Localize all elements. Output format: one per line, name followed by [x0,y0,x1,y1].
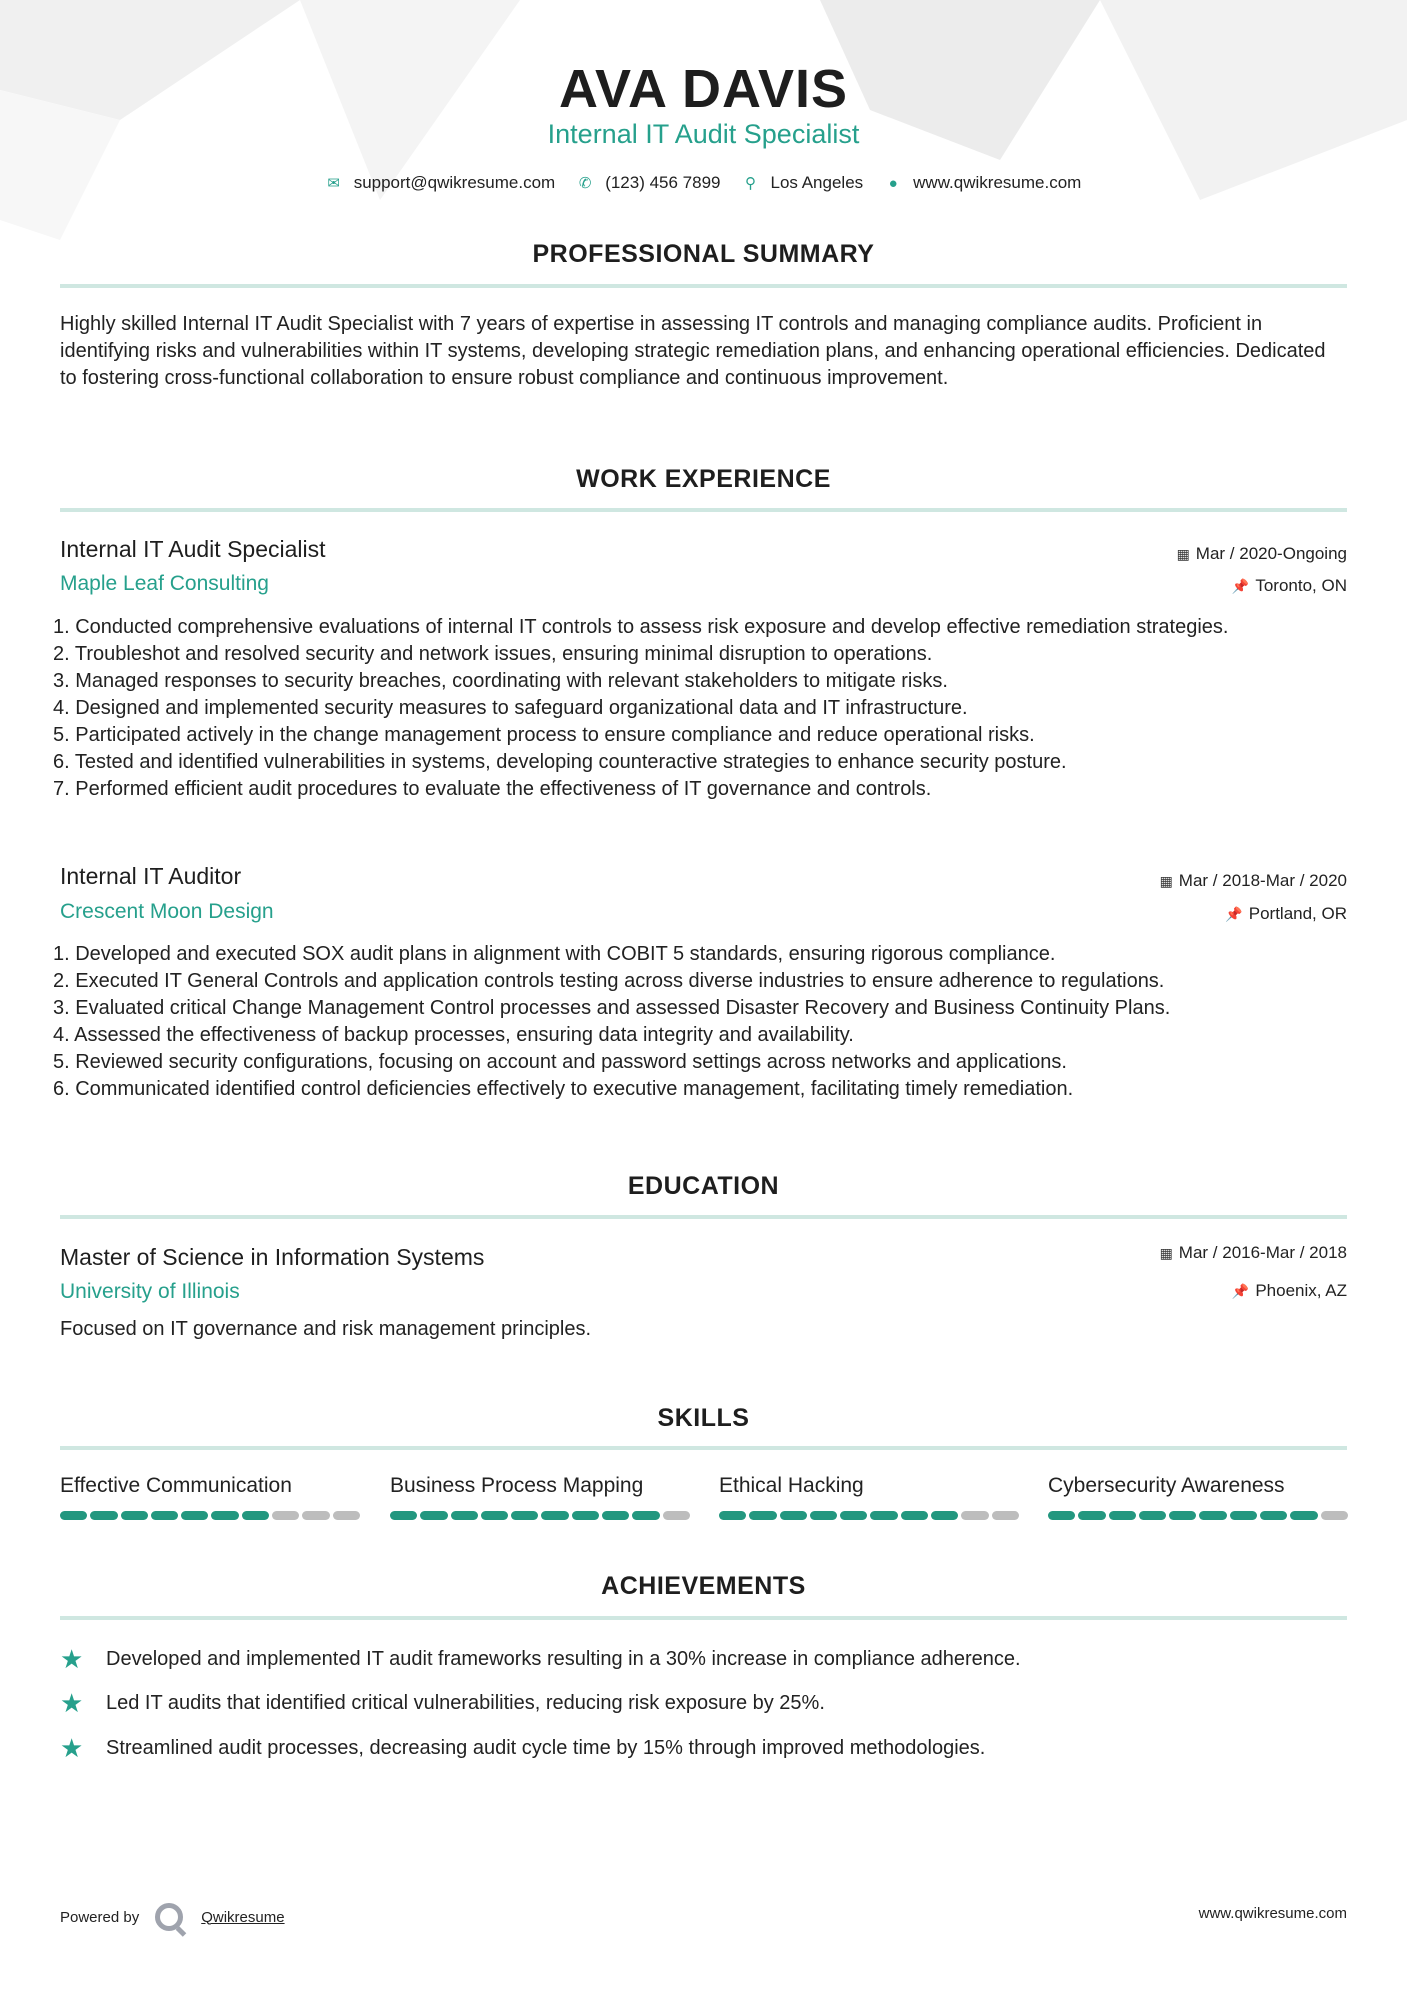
skill-level-segment [451,1511,478,1520]
skill-level-segment [1260,1511,1287,1520]
skill-level-segment [302,1511,329,1520]
footer-powered-by [60,1903,285,1931]
section-divider [60,284,1347,288]
skill-level-segment [60,1511,87,1520]
skill-level-segment [1048,1511,1075,1520]
skill-level-segment [481,1511,508,1520]
calendar-icon: ▦ [1159,1245,1173,1261]
job-location [1225,904,1347,924]
candidate-title: Internal IT Audit Specialist [547,119,860,149]
list-item: 5. Participated actively in the change management process to ensure compliance and reduce operational risks. [53,724,1035,746]
education-dates-text: Mar / 2016-Mar / 2018 [1178,1243,1347,1262]
skill-level-bar [390,1511,690,1520]
list-item: 6. Communicated identified control deficiencies effectively to executive management, facilitating timely remediation. [53,1078,1074,1100]
job-bullets [53,941,1347,1103]
skill-level-segment [632,1511,659,1520]
section-heading-achievements: ACHIEVEMENTS [601,1572,806,1600]
list-item: 4. Assessed the effectiveness of backup processes, ensuring data integrity and availability. [53,1024,854,1046]
achievement-item [60,1644,1021,1675]
job-location-text: Portland, OR [1248,904,1347,923]
skill-label: Ethical Hacking [719,1474,864,1497]
job-dates [1177,544,1347,564]
section-divider [60,1215,1347,1219]
skill-level-segment [1199,1511,1226,1520]
section-divider [60,1446,1347,1450]
skill-item [60,1474,360,1520]
skill-level-bar [1048,1511,1348,1520]
education-dates [1160,1243,1347,1263]
section-heading-education: EDUCATION [627,1172,780,1200]
contact-email[interactable]: support@qwikresume.com [353,173,556,192]
skill-level-bar [719,1511,1019,1520]
skill-level-segment [810,1511,837,1520]
skill-item [719,1474,1019,1520]
job-location [1232,576,1347,596]
skill-level-segment [420,1511,447,1520]
skill-level-segment [931,1511,958,1520]
powered-by-label: Powered by [60,1908,140,1926]
skill-level-segment [541,1511,568,1520]
pushpin-icon: 📌 [1231,578,1250,594]
degree-title: Master of Science in Information Systems [60,1244,485,1270]
achievement-text: Streamlined audit processes, decreasing audit cycle time by 15% through improved methodologies. [106,1737,986,1759]
skill-level-segment [992,1511,1019,1520]
section-heading-summary: PROFESSIONAL SUMMARY [532,240,875,268]
job-title: Internal IT Audit Specialist [60,536,326,562]
map-marker-icon: ⚲ [745,175,757,192]
education-location [1232,1281,1347,1301]
phone-icon: ✆ [578,175,592,192]
job-company: Crescent Moon Design [60,900,274,923]
list-item: 5. Reviewed security configurations, focusing on account and password settings across networks and applications. [53,1051,1067,1073]
skill-level-segment [1290,1511,1317,1520]
school-name: University of Illinois [60,1280,240,1303]
job-title: Internal IT Auditor [60,863,242,889]
achievement-text: Developed and implemented IT audit frameworks resulting in a 30% increase in compliance adherence. [106,1648,1021,1670]
section-heading-experience: WORK EXPERIENCE [576,465,831,493]
list-item: 1. Conducted comprehensive evaluations of internal IT controls to assess risk exposure and develop effective remediation strategies. [53,616,1229,638]
list-item: 6. Tested and identified vulnerabilities in systems, developing counteractive strategies to enhance security posture. [53,751,1067,773]
skill-level-segment [901,1511,928,1520]
skill-level-segment [211,1511,238,1520]
skill-level-segment [780,1511,807,1520]
skill-label: Business Process Mapping [390,1474,644,1497]
skill-level-segment [870,1511,897,1520]
education-location-text: Phoenix, AZ [1255,1281,1347,1300]
education-description: Focused on IT governance and risk management principles. [60,1318,592,1340]
list-item: 2. Troubleshot and resolved security and network issues, ensuring minimal disruption to operations. [53,643,933,665]
skill-level-segment [390,1511,417,1520]
job-dates [1160,871,1347,891]
contact-phone[interactable]: (123) 456 7899 [605,173,721,192]
job-bullets [53,614,1347,803]
skill-label: Effective Communication [60,1474,292,1497]
skill-level-segment [121,1511,148,1520]
skill-level-segment [840,1511,867,1520]
skill-level-segment [602,1511,629,1520]
contact-location: Los Angeles [770,173,864,192]
skill-level-segment [151,1511,178,1520]
skill-label: Cybersecurity Awareness [1048,1474,1285,1497]
list-item: 4. Designed and implemented security measures to safeguard organizational data and IT infrastructure. [53,697,968,719]
skill-item [390,1474,690,1520]
globe-icon: ● [888,174,898,192]
calendar-icon: ▦ [1176,546,1190,562]
star-icon: ★ [60,1688,84,1718]
list-item: 3. Evaluated critical Change Management Control processes and assessed Disaster Recovery and Business Continuity Plans. [53,997,1171,1019]
skill-level-segment [663,1511,690,1520]
skill-level-segment [1078,1511,1105,1520]
job-dates-text: Mar / 2020-Ongoing [1195,544,1347,563]
skill-level-segment [90,1511,117,1520]
section-heading-skills: SKILLS [657,1404,750,1432]
pushpin-icon: 📌 [1225,906,1243,922]
skill-level-bar [60,1511,360,1520]
list-item: 7. Performed efficient audit procedures to evaluate the effectiveness of IT governance and controls. [53,778,932,800]
section-divider [60,1616,1347,1620]
skill-level-segment [719,1511,746,1520]
envelope-icon: ✉ [327,175,340,192]
footer-website[interactable]: www.qwikresume.com [1198,1905,1347,1922]
skill-level-segment [1321,1511,1348,1520]
list-item: 2. Executed IT General Controls and application controls testing across diverse industries to ensure adherence to regulations. [53,970,1165,992]
qwikresume-link[interactable]: Qwikresume [201,1908,285,1926]
contact-website[interactable]: www.qwikresume.com [913,173,1082,192]
skill-level-segment [572,1511,599,1520]
skill-level-segment [272,1511,299,1520]
skill-level-segment [749,1511,776,1520]
list-item: 3. Managed responses to security breaches, coordinating with relevant stakeholders to mitigate risks. [53,670,948,692]
job-location-text: Toronto, ON [1255,576,1347,595]
skill-level-segment [333,1511,360,1520]
achievement-item [60,1733,985,1764]
skill-level-segment [1139,1511,1166,1520]
skill-level-segment [961,1511,988,1520]
achievement-text: Led IT audits that identified critical vulnerabilities, reducing risk exposure by 25%. [106,1692,825,1714]
section-divider [60,508,1347,512]
achievement-item [60,1688,825,1719]
qwikresume-logo-icon [155,1903,183,1931]
calendar-icon: ▦ [1159,873,1173,889]
job-company: Maple Leaf Consulting [60,572,269,595]
pushpin-icon: 📌 [1231,1283,1250,1299]
list-item: 1. Developed and executed SOX audit plans in alignment with COBIT 5 standards, ensuring rigorous compliance. [53,943,1056,965]
star-icon: ★ [60,1733,84,1763]
skill-level-segment [1169,1511,1196,1520]
skill-item [1048,1474,1348,1520]
summary-text: Highly skilled Internal IT Audit Specialist with 7 years of expertise in assessing IT controls and managing compliance audits. Proficient in identifying risks and vulnerabilities within IT systems, developing strategic remediation plans, and enhancing operational efficiencies. Dedicated to fostering cross-functional collaboration to ensure robust compliance and continuous improvement. [60,313,1326,389]
skill-level-segment [181,1511,208,1520]
skill-level-segment [1230,1511,1257,1520]
job-dates-text: Mar / 2018-Mar / 2020 [1178,871,1347,890]
star-icon: ★ [60,1644,84,1674]
skill-level-segment [1109,1511,1136,1520]
skill-level-segment [242,1511,269,1520]
contact-bar [0,173,1407,193]
skill-level-segment [511,1511,538,1520]
candidate-name: AVA DAVIS [558,59,849,119]
